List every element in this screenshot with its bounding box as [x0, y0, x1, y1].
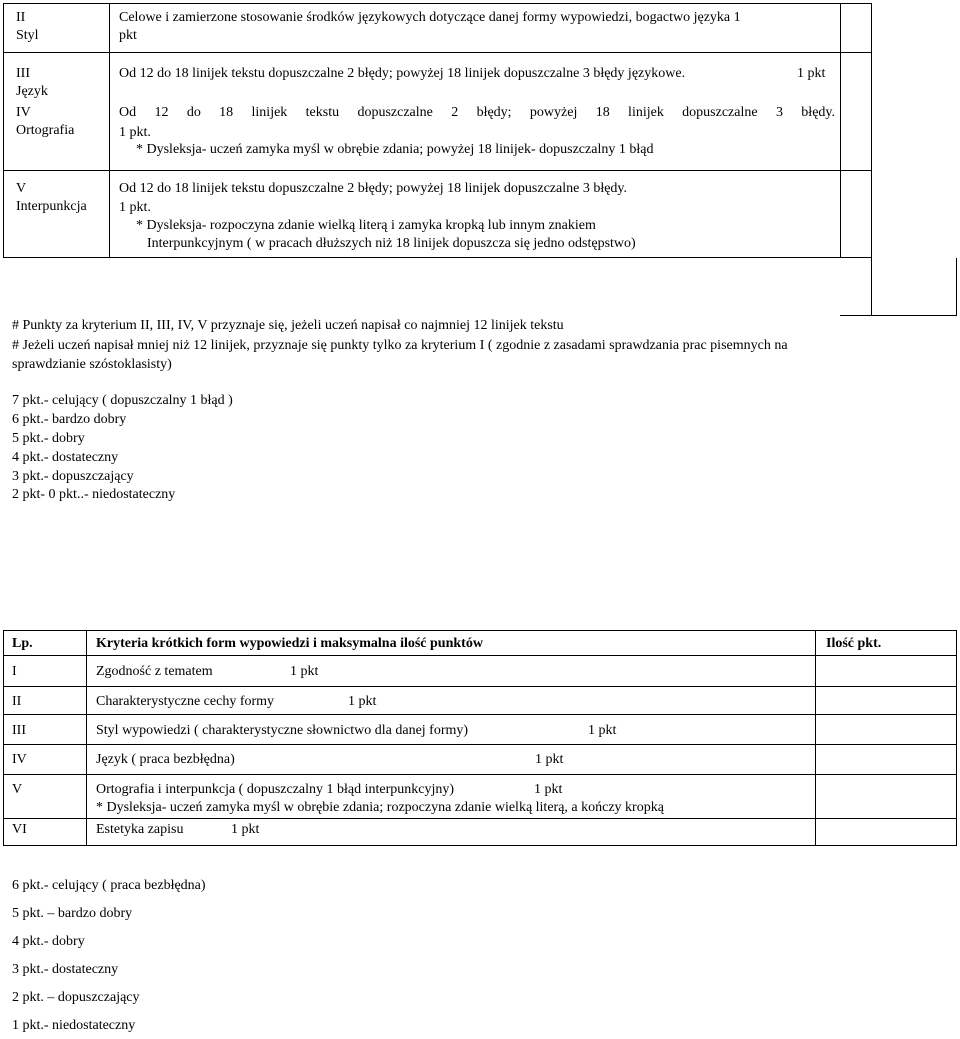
dyslexia-note-continued: Interpunkcyjnym ( w pracach dłuższych niż 18 linijek dopuszcza się jedno odstępstwo): [147, 236, 636, 251]
row-points: 1 pkt: [348, 694, 377, 709]
criterion-name: Ortografia: [16, 123, 75, 138]
row-points: 1 pkt: [290, 664, 319, 679]
grade-line: 3 pkt.- dopuszczający: [12, 469, 134, 484]
row-lp: V: [12, 782, 23, 797]
row-criterion: Zgodność z tematem: [96, 664, 213, 679]
note-line: # Jeżeli uczeń napisał mniej niż 12 linijek, przyznaje się punkty tylko za kryterium I ( zgodnie z zasadami sprawdzania prac pisemnych na: [12, 338, 788, 353]
row-criterion: Estetyka zapisu: [96, 822, 184, 837]
grade-line: 4 pkt.- dobry: [12, 934, 85, 949]
grade-line: 6 pkt.- bardzo dobry: [12, 412, 127, 427]
grade-line: 7 pkt.- celujący ( dopuszczalny 1 błąd ): [12, 393, 233, 408]
column-header-points: Ilość pkt.: [826, 636, 882, 651]
note-line: sprawdzianie szóstoklasisty): [12, 357, 172, 372]
row-points: 1 pkt: [534, 782, 563, 797]
criterion-number: II: [16, 10, 26, 25]
criterion-description: Od 12 do 18 linijek tekstu dopuszczalne 2 błędy; powyżej 18 linijek dopuszczalne 3 błędy.: [119, 181, 628, 196]
dyslexia-note: * Dysleksja- rozpoczyna zdanie wielką literą i zamyka kropką lub innym znakiem: [136, 218, 596, 233]
criterion-points: 1 pkt.: [119, 125, 151, 140]
row-lp: II: [12, 694, 22, 709]
row-criterion: Język ( praca bezbłędna): [96, 752, 235, 767]
grade-line: 5 pkt. – bardzo dobry: [12, 906, 133, 921]
note-line: # Punkty za kryterium II, III, IV, V przyznaje się, jeżeli uczeń napisał co najmniej 12 linijek tekstu: [12, 318, 564, 333]
column-header-criteria: Kryteria krótkich form wypowiedzi i maksymalna ilość punktów: [96, 636, 483, 651]
criterion-number: III: [16, 66, 30, 81]
criterion-description: Od 12 do 18 linijek tekstu dopuszczalne 2 błędy; powyżej 18 linijek dopuszczalne 3 błędy językowe.: [119, 66, 686, 81]
criterion-description: Od 12 do 18 linijek tekstu dopuszczalne 2 błędy; powyżej 18 linijek dopuszczalne 3 błędy.: [119, 105, 835, 120]
grade-line: 1 pkt.- niedostateczny: [12, 1018, 136, 1033]
grade-line: 2 pkt. – dopuszczający: [12, 990, 140, 1005]
criterion-number: V: [16, 181, 27, 196]
row-points: 1 pkt: [231, 822, 260, 837]
grade-line: 2 pkt- 0 pkt..- niedostateczny: [12, 487, 176, 502]
criterion-name: Interpunkcja: [16, 199, 87, 214]
column-header-lp: Lp.: [12, 636, 33, 651]
criterion-number: IV: [16, 105, 31, 120]
criterion-name: Język: [16, 84, 48, 99]
row-lp: VI: [12, 822, 27, 837]
grade-line: 6 pkt.- celujący ( praca bezbłędna): [12, 878, 206, 893]
row-lp: IV: [12, 752, 27, 767]
dyslexia-note: * Dysleksja- uczeń zamyka myśl w obrębie zdania; powyżej 18 linijek- dopuszczalny 1 błąd: [136, 142, 654, 157]
row-lp: I: [12, 664, 17, 679]
row-lp: III: [12, 723, 26, 738]
criterion-description: Celowe i zamierzone stosowanie środków językowych dotyczące danej formy wypowiedzi, bogactwo języka 1: [119, 10, 741, 25]
row-criterion: Charakterystyczne cechy formy: [96, 694, 275, 709]
grade-line: 3 pkt.- dostateczny: [12, 962, 119, 977]
row-criterion: Ortografia i interpunkcja ( dopuszczalny 1 błąd interpunkcyjny): [96, 782, 455, 797]
dyslexia-note: * Dysleksja- uczeń zamyka myśl w obrębie zdania; rozpoczyna zdanie wielką literą, a kończy kropką: [96, 800, 664, 815]
row-criterion: Styl wypowiedzi ( charakterystyczne słownictwo dla danej formy): [96, 723, 469, 738]
row-points: 1 pkt: [535, 752, 564, 767]
criterion-points: 1 pkt: [797, 66, 826, 81]
grade-line: 4 pkt.- dostateczny: [12, 450, 119, 465]
criterion-points: pkt: [119, 28, 137, 43]
criterion-name: Styl: [16, 28, 39, 43]
grade-line: 5 pkt.- dobry: [12, 431, 85, 446]
criterion-points: 1 pkt.: [119, 200, 151, 215]
row-points: 1 pkt: [588, 723, 617, 738]
